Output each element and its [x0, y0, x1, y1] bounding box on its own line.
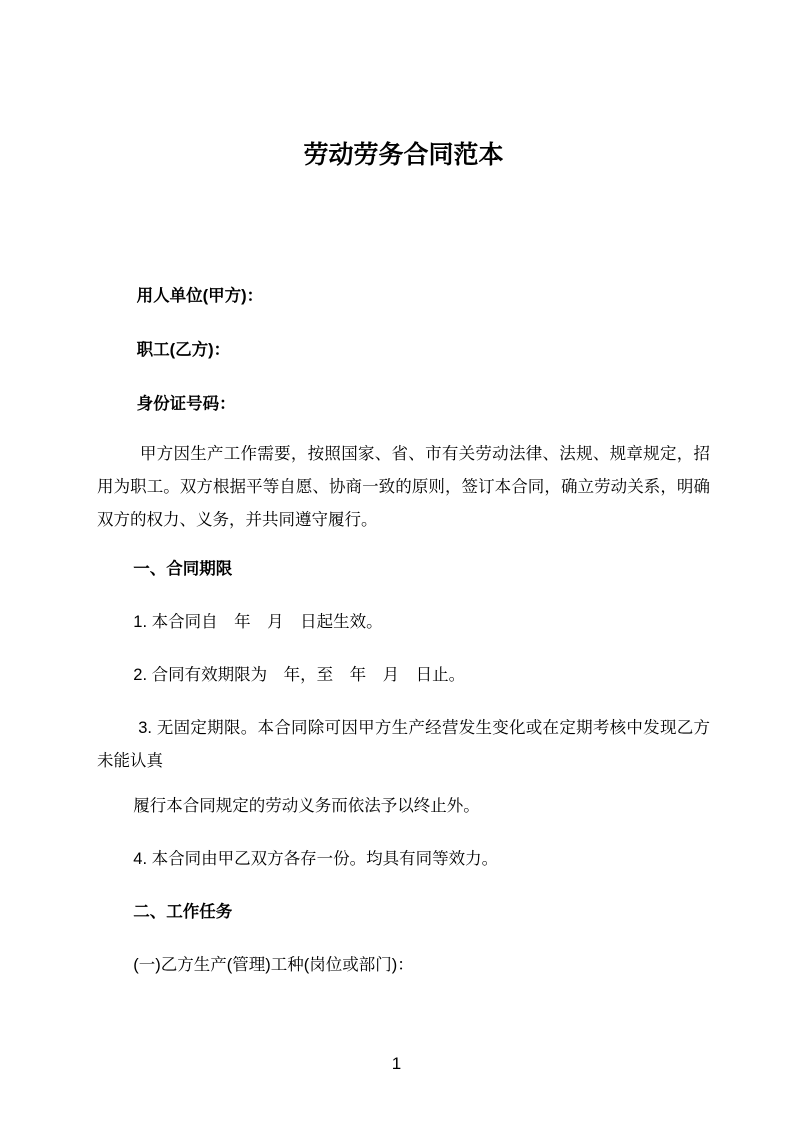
document-title: 劳动劳务合同范本: [303, 141, 504, 169]
section-2-heading: 二、工作任务: [133, 903, 233, 921]
employer-field-label: 用人单位(甲方)：: [136, 287, 264, 305]
section-1-clause-3-continuation: 履行本合同规定的劳动义务而依法予以终止外。: [133, 797, 480, 815]
id-number-field-label: 身份证号码：: [136, 395, 236, 413]
section-1-clause-2: 2. 合同有效期限为 年，至 年 月 日止。: [133, 666, 466, 684]
section-1-heading: 一、合同期限: [133, 560, 233, 578]
section-1-clause-3: 3. 无固定期限。本合同除可因甲方生产经营发生变化或在定期考核中发现乙方未能认真: [97, 719, 710, 770]
page-number: 1: [391, 1054, 402, 1073]
intro-paragraph: 甲方因生产工作需要，按照国家、省、市有关劳动法律、法规、规章规定，招用为职工。双方根据平等自愿、协商一致的原则，签订本合同，确立劳动关系，明确双方的权力、义务，并共同遵守履行。: [97, 445, 710, 529]
section-2-clause-1: (一)乙方生产(管理)工种(岗位或部门)：: [133, 956, 414, 974]
employee-field-label: 职工(乙方)：: [136, 341, 231, 359]
section-1-clause-1: 1. 本合同自 年 月 日起生效。: [133, 613, 383, 631]
section-1-clause-4: 4. 本合同由甲乙双方各存一份。均具有同等效力。: [133, 850, 499, 868]
